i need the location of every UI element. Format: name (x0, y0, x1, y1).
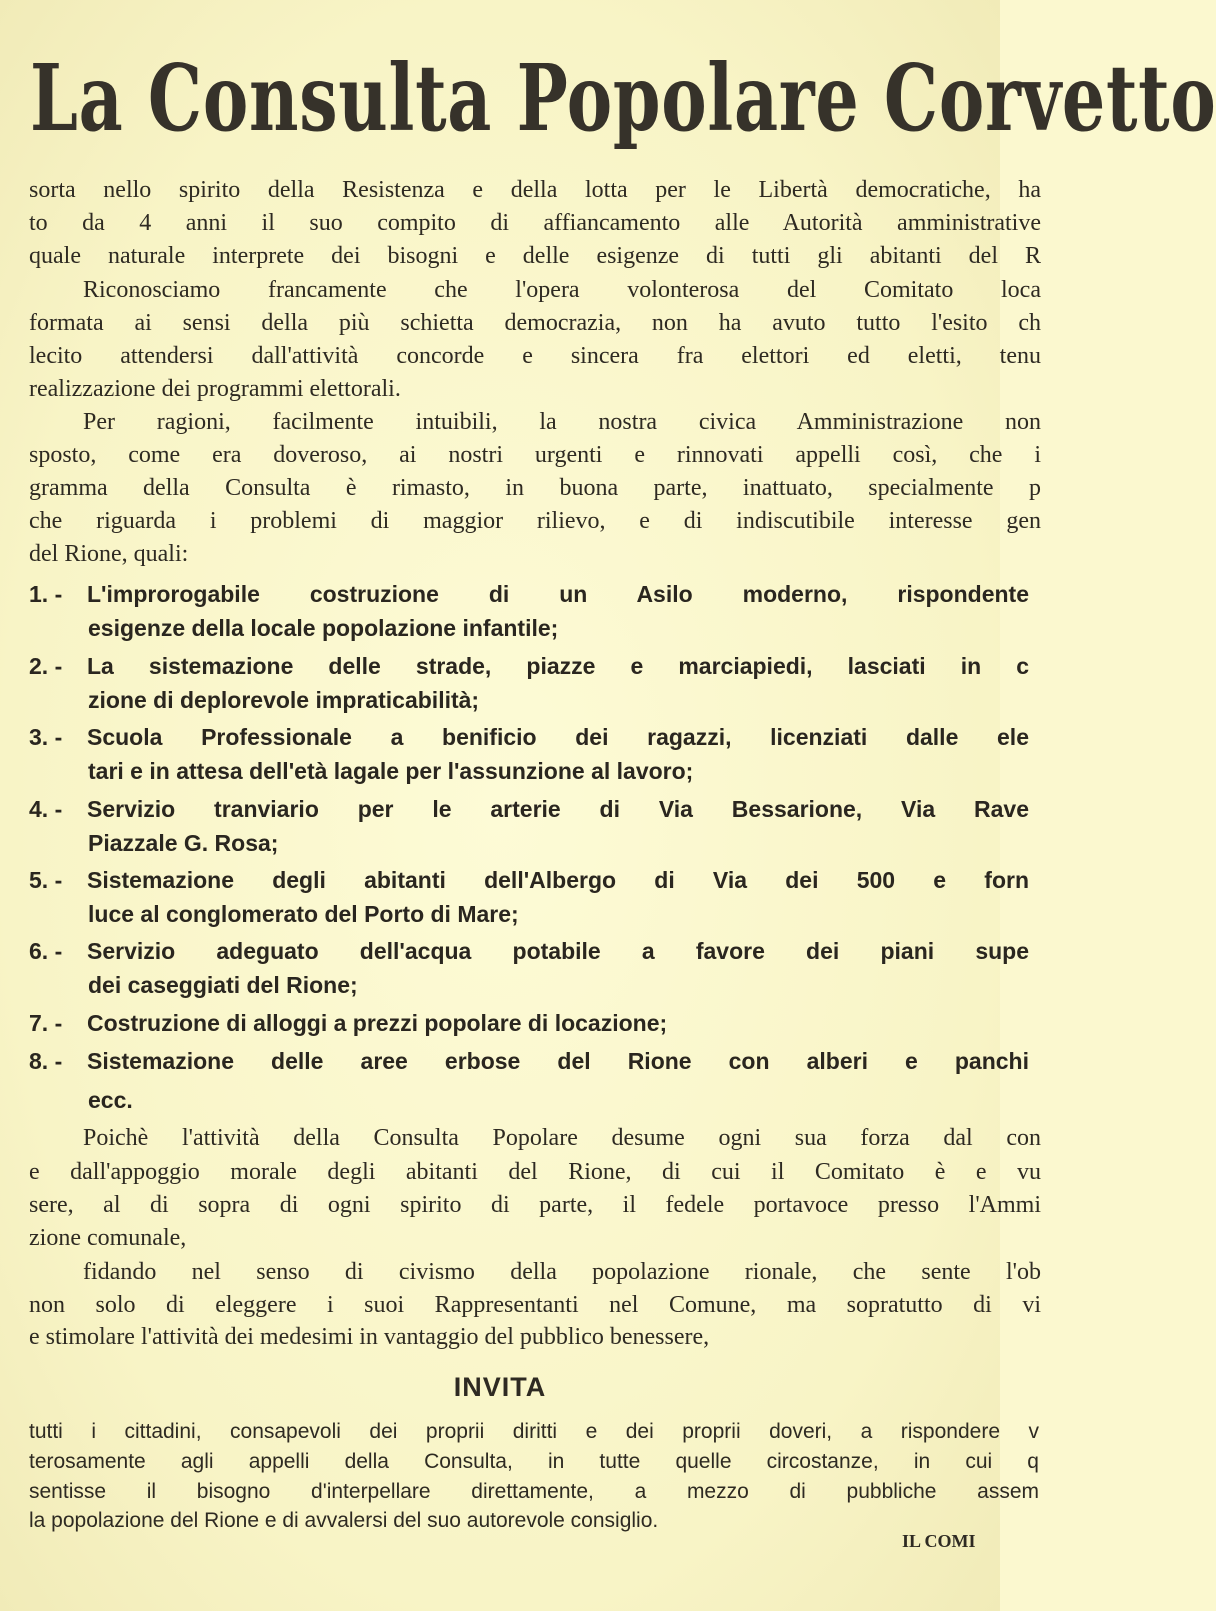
text-line: to da 4 anni il suo compito di affiancamento alle Autorità amministrative (29, 210, 1041, 236)
invitation-line: terosamente agli appelli della Consulta, in tutte quelle circostanze, in cui q (29, 1450, 1039, 1473)
text-line: sposto, come era doveroso, ai nostri urgenti e rinnovati appelli così, che i (29, 442, 1041, 468)
invitation-line: sentisse il bisogno d'interpellare direttamente, a mezzo di pubbliche assem (29, 1480, 1039, 1503)
list-number: 8. - (29, 1048, 63, 1074)
list-continuation: Piazzale G. Rosa; (88, 830, 279, 856)
list-number: 7. - (29, 1010, 63, 1036)
list-continuation: luce al conglomerato del Porto di Mare; (88, 901, 519, 927)
text-line: quale naturale interprete dei bisogni e delle esigenze di tutti gli abitanti del R (29, 243, 1041, 269)
list-continuation: zione di deplorevole impraticabilità; (88, 687, 480, 713)
text-line: gramma della Consulta è rimasto, in buona parte, inattuato, specialmente p (29, 475, 1041, 501)
text-line: e stimolare l'attività dei medesimi in vantaggio del pubblico benessere, (29, 1324, 710, 1350)
list-number: 3. - (29, 724, 63, 750)
text-line: che riguarda i problemi di maggior rilievo, e di indiscutibile interesse gen (29, 508, 1041, 534)
text-line: sere, al di sopra di ogni spirito di parte, il fedele portavoce presso l'Ammi (29, 1192, 1041, 1218)
list-continuation: esigenze della locale popolazione infantile; (88, 615, 559, 641)
list-text: La sistemazione delle strade, piazze e marciapiedi, lasciati in c (87, 653, 1029, 679)
text-line: del Rione, quali: (29, 541, 189, 567)
list-number: 5. - (29, 867, 63, 893)
list-item-8 (29, 1047, 1029, 1075)
list-continuation: tari e in attesa dell'età lagale per l'assunzione al lavoro; (88, 758, 694, 784)
list-item-5 (29, 866, 1029, 894)
list-text: Servizio adeguato dell'acqua potabile a favore dei piani supe (87, 938, 1029, 964)
list-item-6 (29, 937, 1029, 965)
text-line: e dall'appoggio morale degli abitanti del Rione, di cui il Comitato è e vu (29, 1159, 1041, 1185)
list-item-1 (29, 580, 1029, 608)
list-number: 2. - (29, 653, 63, 679)
text-line: realizzazione dei programmi elettorali. (29, 376, 401, 402)
list-text: Scuola Professionale a benificio dei ragazzi, licenziati dalle ele (87, 724, 1029, 750)
signature: IL COMI (902, 1531, 976, 1551)
list-text: L'improrogabile costruzione di un Asilo moderno, rispondente (87, 581, 1029, 607)
text-line: Per ragioni, facilmente intuibili, la nostra civica Amministrazione non (83, 409, 1041, 435)
text-line: formata ai sensi della più schietta democrazia, non ha avuto tutto l'esito ch (29, 310, 1041, 336)
list-number: 1. - (29, 581, 63, 607)
list-number: 6. - (29, 938, 63, 964)
text-line: Poichè l'attività della Consulta Popolare desume ogni sua forza dal con (83, 1125, 1041, 1151)
text-line: non solo di eleggere i suoi Rappresentanti nel Comune, ma sopratutto di vi (29, 1292, 1041, 1318)
list-item-3 (29, 723, 1029, 751)
poster-title: La Consulta Popolare Corvetto (30, 44, 1216, 152)
text-line: sorta nello spirito della Resistenza e della lotta per le Libertà democratiche, ha (29, 177, 1041, 203)
list-text: Costruzione di alloggi a prezzi popolare di locazione; (87, 1010, 668, 1036)
invitation-line: la popolazione del Rione e di avvalersi del suo autorevole consiglio. (29, 1509, 659, 1532)
invitation-line: tutti i cittadini, consapevoli dei proprii diritti e dei proprii doveri, a rispondere v (29, 1420, 1039, 1443)
list-text: Sistemazione delle aree erbose del Rione con alberi e panchi (87, 1048, 1029, 1074)
list-item-7 (29, 1009, 667, 1037)
list-item-2 (29, 652, 1029, 680)
list-continuation: ecc. (88, 1087, 133, 1113)
text-line: fidando nel senso di civismo della popolazione rionale, che sente l'ob (83, 1259, 1041, 1285)
text-line: lecito attendersi dall'attività concorde e sincera fra elettori ed eletti, tenu (29, 343, 1041, 369)
list-text: Servizio tranviario per le arterie di Via Bessarione, Via Rave (87, 796, 1029, 822)
list-text: Sistemazione degli abitanti dell'Albergo di Via dei 500 e forn (87, 867, 1029, 893)
list-continuation: dei caseggiati del Rione; (88, 972, 358, 998)
text-line: Riconosciamo francamente che l'opera volonterosa del Comitato loca (83, 277, 1041, 303)
list-item-4 (29, 795, 1029, 823)
list-number: 4. - (29, 796, 63, 822)
text-line: zione comunale, (29, 1225, 187, 1251)
invita-heading: INVITA (453, 1372, 547, 1402)
